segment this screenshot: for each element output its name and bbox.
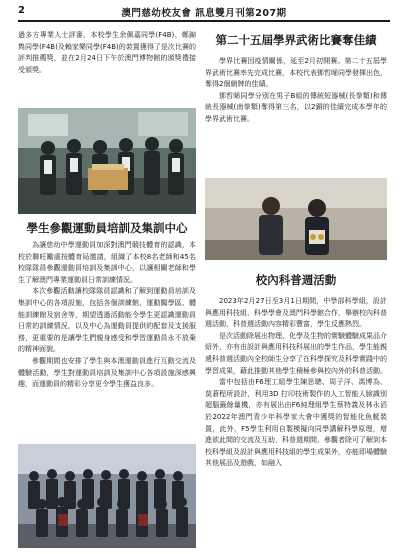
science-para-1: 2023年2月27日至3月1日期間，中學部科學組，設計與應用科技組、科學學會及澳門科學館合作，舉辦校內科普週活動，科普週活動內容精彩豐富，學生反應熱烈。 xyxy=(205,297,387,329)
award-intro-paragraph: 過多方專業人士評審，本校學生余佩嘉同學(F4B)、鄭錦雋同學(F4B)及賴家樂同學(F4B)的裝置獲得了是次比賽的評判推薦獎，並在2月24日下午於澳門博物館的頒獎禮接受頒獎。 xyxy=(18,31,196,74)
martial-para-1: 學界比賽因疫情關係，延至2月初開賽。第二十五屆學界武術比賽率先完成比賽，本校代表鄧哲晞同學發揮出色，奪得2個網牌的佳績。 xyxy=(205,57,387,89)
photo-martial-arts-medalist xyxy=(205,178,387,260)
section-heading-right-2 xyxy=(205,272,387,290)
athlete-para-1: 為讓慈幼中學運動員加深對澳門競技體育的認識，本校於聯旺勵處按體育局邀請，組織了本校8名老師和45名校隊隊員參觀運動員培訓及集訓中心，以讓相關老師和學生了解澳門專業運動員日常訓練情況。 xyxy=(18,241,196,284)
section-heading-left xyxy=(18,220,196,238)
intro-text-block xyxy=(18,30,196,98)
header-rule xyxy=(18,20,390,22)
newsletter-title: 澳門慈幼校友會 訊息雙月刊第207期 xyxy=(121,8,287,19)
section-title-athlete-centre: 學生參觀運動員培訓及集訓中心 xyxy=(26,221,188,235)
photo-award-students xyxy=(18,108,196,214)
page-header xyxy=(18,4,390,26)
athlete-para-2: 本次參觀活動讓校隊隊員認識和了解到運動員培訓及集訓中心的各項設施，包括各個訓練館、運動醫學區、體能訓練館及宿舍等，期望透過活動能令學生更認識運動員日常的訓練情況，以及中心為運動員提供的配套及支援服務，更重要的是讓學生們親身感受和學習運動員永不放棄的精神面貌。 xyxy=(18,287,196,354)
martial-arts-text xyxy=(205,56,387,174)
science-para-2: 是次活動除展出物理、化學及生物的實驗體驗成果品介紹外，亦有由設計與應用科技科展出的學生作品，學生能親遞科普週活動內全校師生分享了在科學探究及科學實踐中的學習成果，藉此推動其他學生積極參與校內外的科普活動。 xyxy=(205,331,387,375)
page-number: 2 xyxy=(18,5,25,16)
science-week-text xyxy=(205,296,387,550)
section-title-science-week: 校內科普週活動 xyxy=(255,273,337,287)
section-heading-right-1 xyxy=(205,32,387,50)
section-title-martial-arts: 第二十五屆學界武術比賽奪佳績 xyxy=(215,33,377,47)
photo-group-athletes xyxy=(18,444,196,548)
athlete-para-3: 參觀期間也安排了學生與本澳運動員進行互動交流及體驗活動，學生對運動員培訓及集訓中心各項設施深感興趣，而運動員的精彩分享更令學生獲益良多。 xyxy=(18,356,196,389)
martial-para-2: 鄧哲晞同學分別在男子B組的傳統短器械(長拳類)和傳統長器械(南拳類)奪得第三名，以2銅的佳績完成本學年的學界武術比賽。 xyxy=(205,91,387,123)
science-para-3: 當中包括由F6理工組學生陳思聰、周子洋、馮博為、莫蒼程所設計，利用3D 打印技術製作的人工智能人臉識別超腦籤餘量機，亦有展出由F6純理組學生蔡特義及林永滔於2022年澳門青少年科學家大會中獲獎的智能化魚艇裝置，此外，F5學生利用自製模擬向同學講解科學原理，增進欲此間的交流及互助，科普週期間，參觀者除可了解到本校科學組及設計與應用科技組的學生成果外，亦能即場體驗其他展品及遊戲，如融入 xyxy=(205,378,387,468)
athlete-centre-text xyxy=(18,240,196,438)
